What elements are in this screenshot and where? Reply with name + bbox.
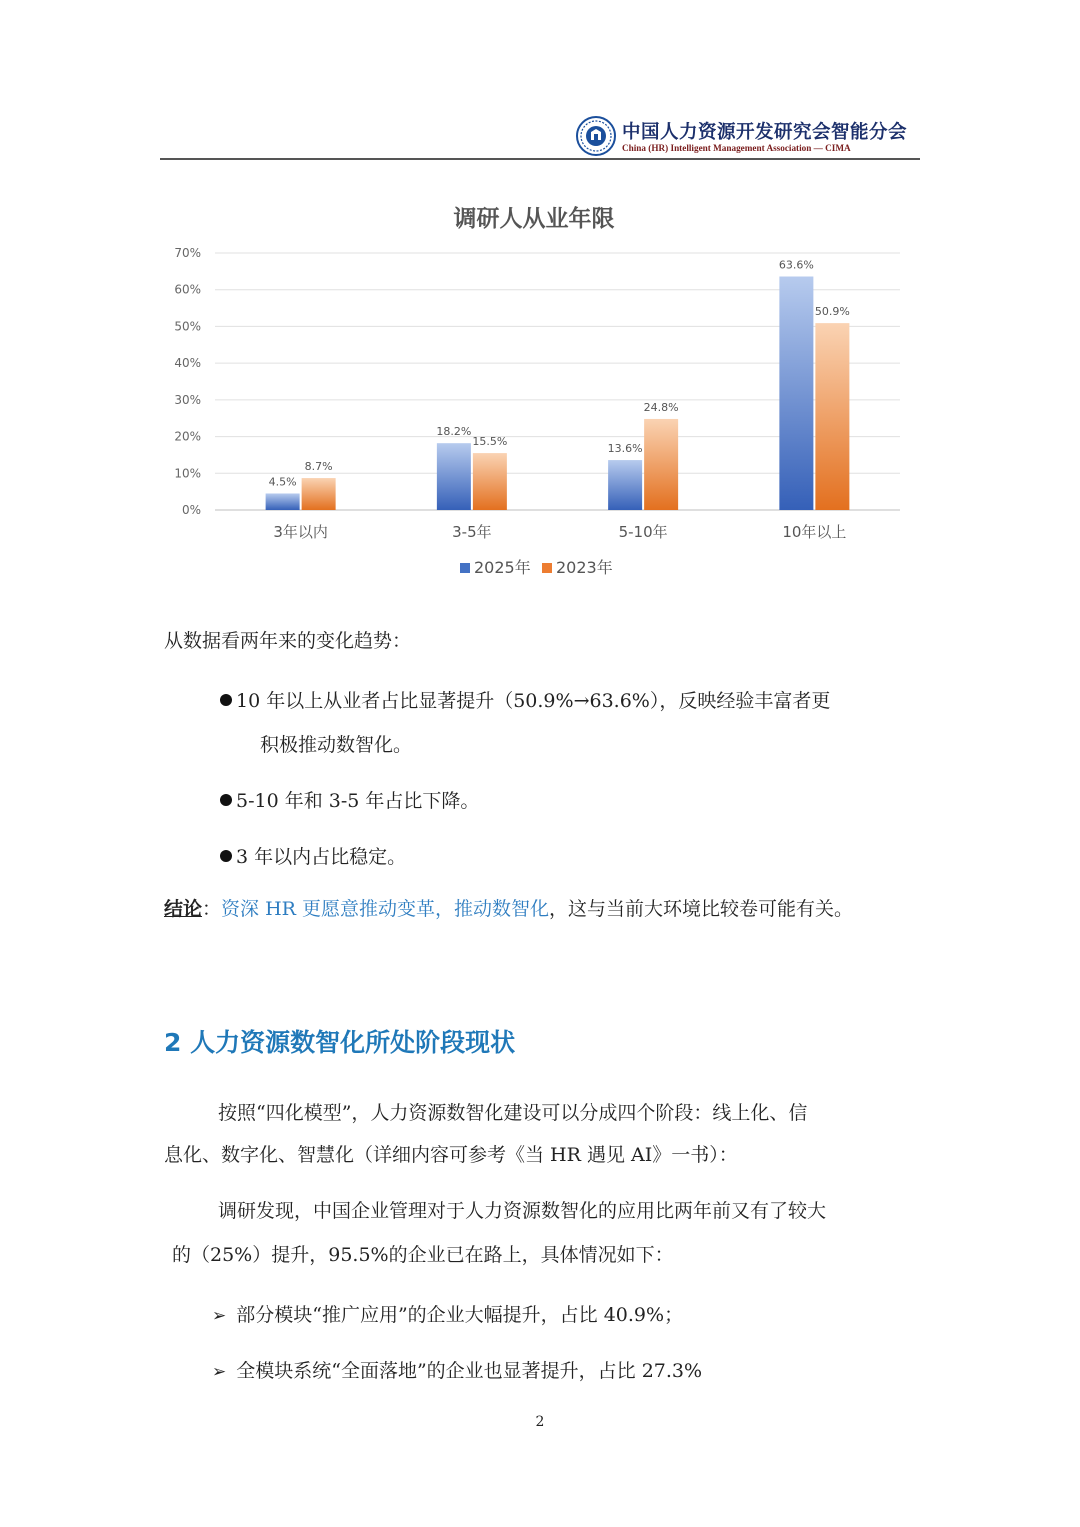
bar-2025 xyxy=(779,276,813,510)
conclusion-highlight: 资深 HR 更愿意推动变革，推动数智化 xyxy=(221,898,549,920)
conclusion-rest: ，这与当前大环境比较卷可能有关。 xyxy=(549,898,854,920)
y-tick-label: 20% xyxy=(174,429,201,444)
org-name-cn: 中国人力资源开发研究会智能分会 xyxy=(622,122,908,143)
y-tick-label: 30% xyxy=(174,392,201,407)
y-tick-label: 10% xyxy=(174,466,201,481)
y-tick-label: 40% xyxy=(174,356,201,371)
data-label: 18.2% xyxy=(436,425,472,439)
bar-2025 xyxy=(608,460,642,510)
page-header xyxy=(160,112,920,160)
list-item-2 xyxy=(212,1356,702,1383)
bar-2023 xyxy=(302,478,336,510)
list-item-1 xyxy=(212,1300,683,1327)
experience-years-chart xyxy=(160,190,920,600)
bar-2023 xyxy=(815,323,849,510)
bullet-dot-icon xyxy=(220,694,232,706)
conclusion-colon: ： xyxy=(202,898,222,920)
section-heading: 2 人力资源数智化所处阶段现状 xyxy=(164,1028,516,1057)
org-name-en: China (HR) Intelligent Management Association — CIMA xyxy=(622,143,851,153)
y-tick-label: 70% xyxy=(174,246,201,260)
page-number: 2 xyxy=(535,1414,545,1430)
bullet-item-1 xyxy=(220,686,830,713)
bullet-dot-icon xyxy=(220,850,232,862)
bullet-3-text: 3 年以内占比稳定。 xyxy=(236,846,407,868)
arrow-right-icon: ➢ xyxy=(212,1362,227,1382)
bullet-item-1-continued: 积极推动数智化。 xyxy=(260,734,413,756)
legend-label: 2025年 xyxy=(474,558,531,577)
header-divider xyxy=(160,158,920,160)
bar-2023 xyxy=(644,419,678,510)
bar-chart xyxy=(160,190,920,600)
legend-swatch xyxy=(542,563,552,573)
trend-intro: 从数据看两年来的变化趋势： xyxy=(164,630,412,652)
paragraph-1-line-1: 按照“四化模型”，人力资源数智化建设可以分成四个阶段：线上化、信 xyxy=(218,1102,808,1124)
cima-logo-icon xyxy=(576,116,616,156)
bar-2025 xyxy=(437,443,471,510)
bar-2025 xyxy=(266,493,300,510)
x-tick-label: 5-10年 xyxy=(618,523,668,541)
bullet-1-text: 10 年以上从业者占比显著提升（50.9%→63.6%），反映经验丰富者更 xyxy=(236,690,831,712)
x-tick-label: 3-5年 xyxy=(452,523,492,541)
y-tick-label: 50% xyxy=(174,319,201,334)
conclusion-label: 结论 xyxy=(164,898,203,920)
data-label: 24.8% xyxy=(643,400,679,414)
paragraph-2-line-2: 的（25%）提升，95.5%的企业已在路上，具体情况如下： xyxy=(172,1244,674,1266)
bullet-2-text: 5-10 年和 3-5 年占比下降。 xyxy=(236,790,480,812)
data-label: 15.5% xyxy=(472,435,508,449)
list-item-2-text: 全模块系统“全面落地”的企业也显著提升，占比 27.3% xyxy=(236,1360,703,1382)
legend-swatch xyxy=(460,563,470,573)
bullet-dot-icon xyxy=(220,794,232,806)
chart-title: 调研人从业年限 xyxy=(453,206,615,232)
data-label: 8.7% xyxy=(304,460,333,474)
data-label: 4.5% xyxy=(268,475,297,489)
arrow-right-icon: ➢ xyxy=(212,1306,227,1326)
bullet-item-2 xyxy=(220,786,479,813)
x-tick-label: 10年以上 xyxy=(782,523,847,541)
data-label: 50.9% xyxy=(814,305,850,319)
data-label: 13.6% xyxy=(607,442,643,456)
y-tick-label: 0% xyxy=(181,503,201,517)
y-tick-label: 60% xyxy=(174,282,201,297)
paragraph-2-line-1: 调研发现，中国企业管理对于人力资源数智化的应用比两年前又有了较大 xyxy=(218,1200,827,1222)
conclusion xyxy=(164,898,853,921)
paragraph-1-line-2: 息化、数字化、智慧化（详细内容可参考《当 HR 遇见 AI》一书）： xyxy=(164,1144,738,1166)
list-item-1-text: 部分模块“推广应用”的企业大幅提升，占比 40.9%； xyxy=(236,1304,684,1326)
data-label: 63.6% xyxy=(778,258,814,272)
legend-label: 2023年 xyxy=(556,558,613,577)
bar-2023 xyxy=(473,453,507,510)
x-tick-label: 3年以内 xyxy=(273,523,328,541)
bullet-item-3 xyxy=(220,842,406,869)
